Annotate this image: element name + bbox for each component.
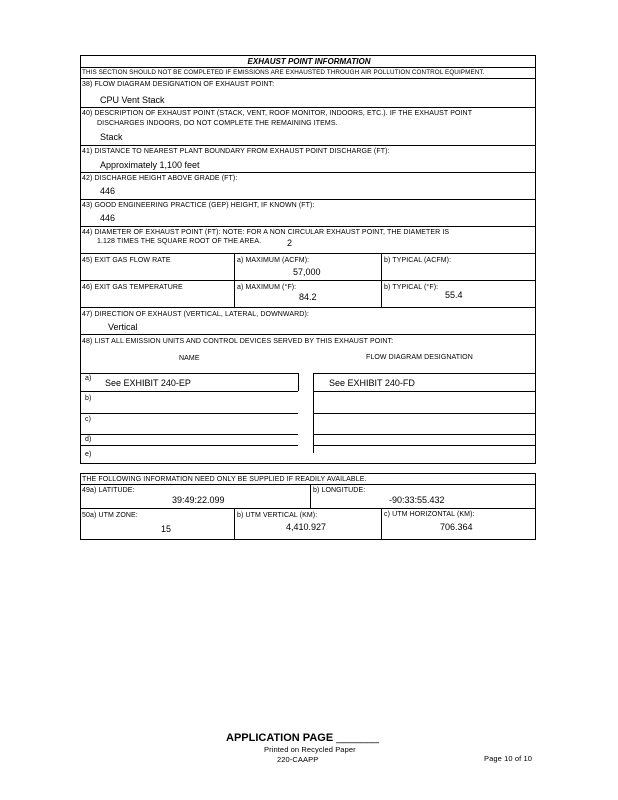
application-page-title <box>226 732 379 744</box>
page-number: Page 10 of 10 <box>484 754 533 763</box>
latitude-label: 49a) LATITUDE: <box>82 487 135 494</box>
q48-label: 48) LIST ALL EMISSION UNITS AND CONTROL DEVICES SERVED BY THIS EXHAUST POINT: <box>82 338 394 345</box>
longitude-value[interactable]: -90:33:55.432 <box>389 495 445 505</box>
application-page-blank: _______ <box>336 732 380 744</box>
q46-max-label: a) MAXIMUM (°F): <box>237 284 297 291</box>
q48-col-name: NAME <box>179 355 200 362</box>
q44-label-1: 44) DIAMETER OF EXHAUST POINT (FT): NOTE: FOR A NON CIRCULAR EXHAUST POINT, THE DIAMETER IS <box>82 229 450 236</box>
q41-label: 41) DISTANCE TO NEAREST PLANT BOUNDARY FROM EXHAUST POINT DISCHARGE (FT): <box>82 148 390 155</box>
form-title: EXHAUST POINT INFORMATION <box>247 57 371 66</box>
q47-label: 47) DIRECTION OF EXHAUST (VERTICAL, LATERAL, DOWNWARD): <box>82 311 309 318</box>
q48-col-flow: FLOW DIAGRAM DESIGNATION <box>366 354 473 361</box>
q46-typical-label: b) TYPICAL (°F): <box>384 284 439 291</box>
q38-value[interactable]: CPU Vent Stack <box>100 95 165 105</box>
utm-horizontal-label: c) UTM HORIZONTAL (KM): <box>384 511 475 518</box>
q45-typical-label: b) TYPICAL (ACFM): <box>384 257 452 264</box>
q46-label: 46) EXIT GAS TEMPERATURE <box>82 284 183 291</box>
q42-value[interactable]: 446 <box>100 186 116 196</box>
q41-value[interactable]: Approximately 1,100 feet <box>100 160 200 170</box>
coords-notice: THE FOLLOWING INFORMATION NEED ONLY BE SUPPLIED IF READILY AVAILABLE. <box>82 476 367 483</box>
q44-label-2: 1.128 TIMES THE SQUARE ROOT OF THE AREA. <box>97 238 262 245</box>
q38-label: 38) FLOW DIAGRAM DESIGNATION OF EXHAUST POINT: <box>82 81 275 88</box>
q46-max-value[interactable]: 84.2 <box>299 292 317 302</box>
utm-vertical-value[interactable]: 4,410.927 <box>286 522 327 532</box>
q48-row-letter: c) <box>85 416 92 423</box>
q48-row-letter: d) <box>85 436 92 443</box>
q48-row-letter: e) <box>85 451 92 458</box>
q48-row-letter: a) <box>85 375 92 382</box>
q46-typical-value[interactable]: 55.4 <box>445 290 463 300</box>
utm-zone-value[interactable]: 15 <box>161 524 172 534</box>
longitude-label: b) LONGITUDE: <box>313 487 366 494</box>
form-notice: THIS SECTION SHOULD NOT BE COMPLETED IF EMISSIONS ARE EXHAUSTED THROUGH AIR POLLUTION CONTROL EQUIPMENT. <box>82 69 485 76</box>
q40-label-2: DISCHARGES INDOORS, DO NOT COMPLETE THE REMAINING ITEMS. <box>97 120 338 127</box>
q47-value[interactable]: Vertical <box>108 322 138 332</box>
utm-zone-label: 50a) UTM ZONE: <box>82 512 138 519</box>
application-page-label: APPLICATION PAGE <box>226 732 334 744</box>
q45-max-label: a) MAXIMUM (ACFM): <box>237 257 310 264</box>
q44-value[interactable]: 2 <box>287 238 293 248</box>
q43-value[interactable]: 446 <box>100 213 116 223</box>
utm-vertical-label: b) UTM VERTICAL (KM): <box>237 512 318 519</box>
q45-label: 45) EXIT GAS FLOW RATE <box>82 257 171 264</box>
latitude-value[interactable]: 39:49:22.099 <box>172 495 225 505</box>
q48-row-a-flow[interactable]: See EXHIBIT 240-FD <box>329 378 415 388</box>
form-code: 220-CAAPP <box>277 755 319 764</box>
recycled-paper-note: Printed on Recycled Paper <box>264 745 356 754</box>
q43-label: 43) GOOD ENGINEERING PRACTICE (GEP) HEIGHT, IF KNOWN (FT): <box>82 202 315 209</box>
utm-horizontal-value[interactable]: 706.364 <box>440 522 473 532</box>
q48-row-a-name[interactable]: See EXHIBIT 240-EP <box>105 378 191 388</box>
q40-label-1: 40) DESCRIPTION OF EXHAUST POINT (STACK, VENT, ROOF MONITOR, INDOORS, ETC.). IF THE EXHAUST POINT <box>82 110 473 117</box>
q40-value[interactable]: Stack <box>100 132 123 142</box>
q45-max-value[interactable]: 57,000 <box>293 267 321 277</box>
q48-row-letter: b) <box>85 395 92 402</box>
q42-label: 42) DISCHARGE HEIGHT ABOVE GRADE (FT): <box>82 175 238 182</box>
